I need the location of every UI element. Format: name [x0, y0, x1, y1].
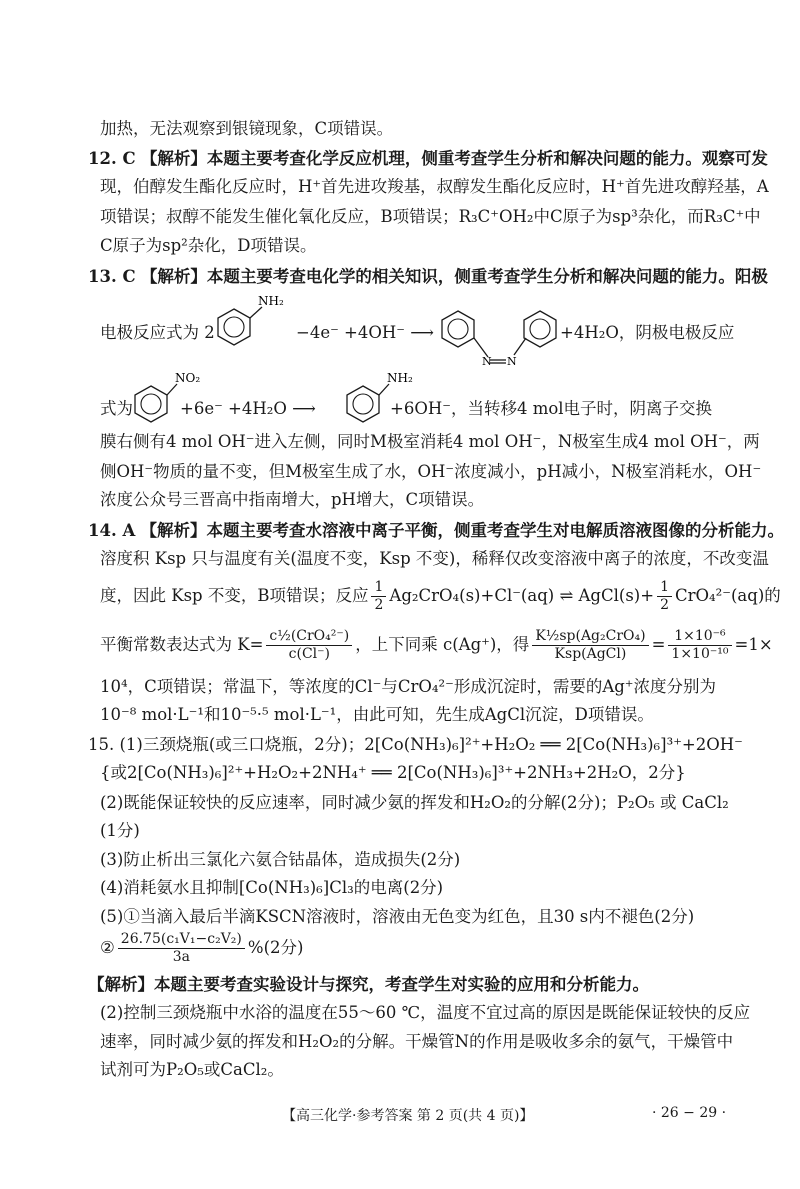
q13-number: 13. C	[88, 267, 136, 286]
q13-line-6: 侧OH⁻物质的量不变，但M极室生成了水，OH⁻浓度减小，pH减小，N极室消耗水，OH⁻	[100, 462, 762, 481]
fraction-ksp-ratio: $\frac{\text{K½sp(Ag₂CrO₄)}}{\text{Ksp(AgCl)}}$	[532, 628, 648, 663]
q13-line-1: 13. C 【解析】本题主要考查电化学的相关知识，侧重考查学生分析和解决问题的能力。阳极	[88, 267, 768, 286]
q15-line-6: (4)消耗氨水且抑制[Co(NH₃)₆]Cl₃的电离(2分)	[100, 878, 444, 897]
q13-anode-mid: −4e⁻ +4OH⁻ ⟶	[296, 323, 434, 342]
q14-line-2: 溶度积 Ksp 只与温度有关(温度不变，Ksp 不变)，稀释仅改变溶液中离子的浓度，不改变温	[100, 549, 769, 568]
fraction-value: $\frac{\text{1×10⁻⁶}}{\text{1×10⁻¹⁰}}$	[668, 628, 731, 663]
svg-text:N: N	[482, 355, 492, 368]
q14-line-5: 10⁴，C项错误；常温下，等浓度的Cl⁻与CrO₄²⁻形成沉淀时，需要的Ag⁺浓度分别为	[100, 677, 717, 696]
q14-line-6: 10⁻⁸ mol·L⁻¹和10⁻⁵·⁵ mol·L⁻¹，由此可知，先生成AgCl沉淀，D项错误。	[100, 705, 654, 724]
q13-line-5: 膜右侧有4 mol OH⁻进入左侧，同时M极室消耗4 mol OH⁻，N极室生成4 mol OH⁻，两	[100, 432, 760, 451]
q15-analysis-line-2: 速率，同时减少氨的挥发和H₂O₂的分解。干燥管N的作用是吸收多余的氨气，干燥管中	[100, 1032, 734, 1051]
line-q11-end: 加热，无法观察到银镜现象，C项错误。	[100, 119, 394, 138]
q14-line-4: 平衡常数表达式为 K= $\frac{\text{c½(CrO₄²⁻)}}{c(Cl^-)}$ ，上下同乘 c(Ag⁺)，得 $\frac{\text{K½sp(Ag₂CrO₄)}}{\text{Ksp(AgCl)}}$ = $\frac{\text{1×10⁻⁶}}{\text{1×10⁻¹⁰}}$ =1×	[100, 628, 773, 662]
amino-label: NH₂	[258, 294, 284, 308]
azobenzene-structure	[440, 305, 560, 379]
q15-line-2: {或2[Co(NH₃)₆]²⁺+H₂O₂+2NH₄⁺ ══ 2[Co(NH₃)₆]³⁺+2NH₃+2H₂O，2分}	[100, 763, 686, 782]
fraction-mass-percent: $\frac{\text{26.75(c₁V₁−c₂V₂)}}{3a}$	[118, 931, 245, 966]
aniline-structure	[214, 295, 284, 359]
q13-cathode-mid: +6e⁻ +4H₂O ⟶	[180, 399, 316, 418]
q15-line-3: (2)既能保证较快的反应速率，同时减少氨的挥发和H₂O₂的分解(2分)；P₂O₅ 或 CaCl₂	[100, 793, 729, 812]
q15-line-4: (1分)	[100, 821, 140, 840]
q15-line-5: (3)防止析出三氯化六氨合钴晶体，造成损失(2分)	[100, 850, 461, 869]
q12-number: 12. C	[88, 149, 136, 168]
q15-line-7: (5)①当滴入最后半滴KSCN溶液时，溶液由无色变为红色，且30 s内不褪色(2分)	[100, 907, 695, 926]
nitro-label: NO₂	[175, 371, 201, 385]
q12-line-4: C原子为sp²杂化，D项错误。	[100, 236, 317, 255]
q14-line-3: 度，因此 Ksp 不变，B项错误；反应 $\frac{1}{2}$ Ag₂CrO₄(s)+Cl⁻(aq) ⇌ AgCl(s)+ $\frac{1}{2}$ CrO₄²⁻(aq)的	[100, 579, 781, 613]
svg-text:N: N	[507, 355, 517, 368]
footer-code: · 26 − 29 ·	[652, 1105, 727, 1121]
q13-cathode-lead: 式为	[100, 399, 133, 418]
q14-line-1: 14. A 【解析】本题主要考查水溶液中离子平衡，侧重考查学生对电解质溶液图像的分析能力。	[88, 521, 785, 540]
q13-cathode-end: +6OH⁻，当转移4 mol电子时，阴离子交换	[390, 399, 713, 418]
q14-number: 14. A	[88, 521, 136, 540]
q13-line-7: 浓度公众号三晋高中指南增大，pH增大，C项错误。	[100, 490, 485, 509]
q15-line-1: 15. (1)三颈烧瓶(或三口烧瓶，2分)；2[Co(NH₃)₆]²⁺+H₂O₂ ══ 2[Co(NH₃)₆]³⁺+2OH⁻	[88, 735, 743, 754]
q12-line-3: 项错误；叔醇不能发生催化氧化反应，B项错误；R₃C⁺OH₂中C原子为sp³杂化，而R₃C⁺中	[100, 207, 761, 226]
q12-line-2: 现，伯醇发生酯化反应时，H⁺首先进攻羧基，叔醇发生酯化反应时，H⁺首先进攻醇羟基，A	[100, 177, 769, 196]
q13-anode-lead: 电极反应式为 2	[100, 323, 215, 342]
fraction-half: $\frac{1}{2}$	[371, 579, 386, 614]
q12-line-1: 12. C 【解析】本题主要考查化学反应机理，侧重考查学生分析和解决问题的能力。观察可发	[88, 149, 768, 168]
q15-line-8: ② $\frac{\text{26.75(c₁V₁−c₂V₂)}}{3a}$ %(2分)	[100, 931, 304, 965]
footer-page-label: 【高三化学·参考答案 第 2 页(共 4 页)】	[282, 1108, 534, 1124]
q15-analysis-line-3: 试剂可为P₂O₅或CaCl₂。	[100, 1060, 284, 1079]
svg-text:NH₂: NH₂	[387, 371, 413, 385]
fraction-k-expression: $\frac{\text{c½(CrO₄²⁻)}}{c(Cl^-)}$	[266, 628, 352, 663]
q15-analysis-heading: 【解析】本题主要考查实验设计与探究，考查学生对实验的应用和分析能力。	[88, 975, 649, 994]
q13-anode-end: +4H₂O，阴极电极反应	[560, 323, 735, 342]
q15-analysis-line-1: (2)控制三颈烧瓶中水浴的温度在55～60 ℃，温度不宜过高的原因是既能保证较快的反应	[100, 1003, 751, 1022]
